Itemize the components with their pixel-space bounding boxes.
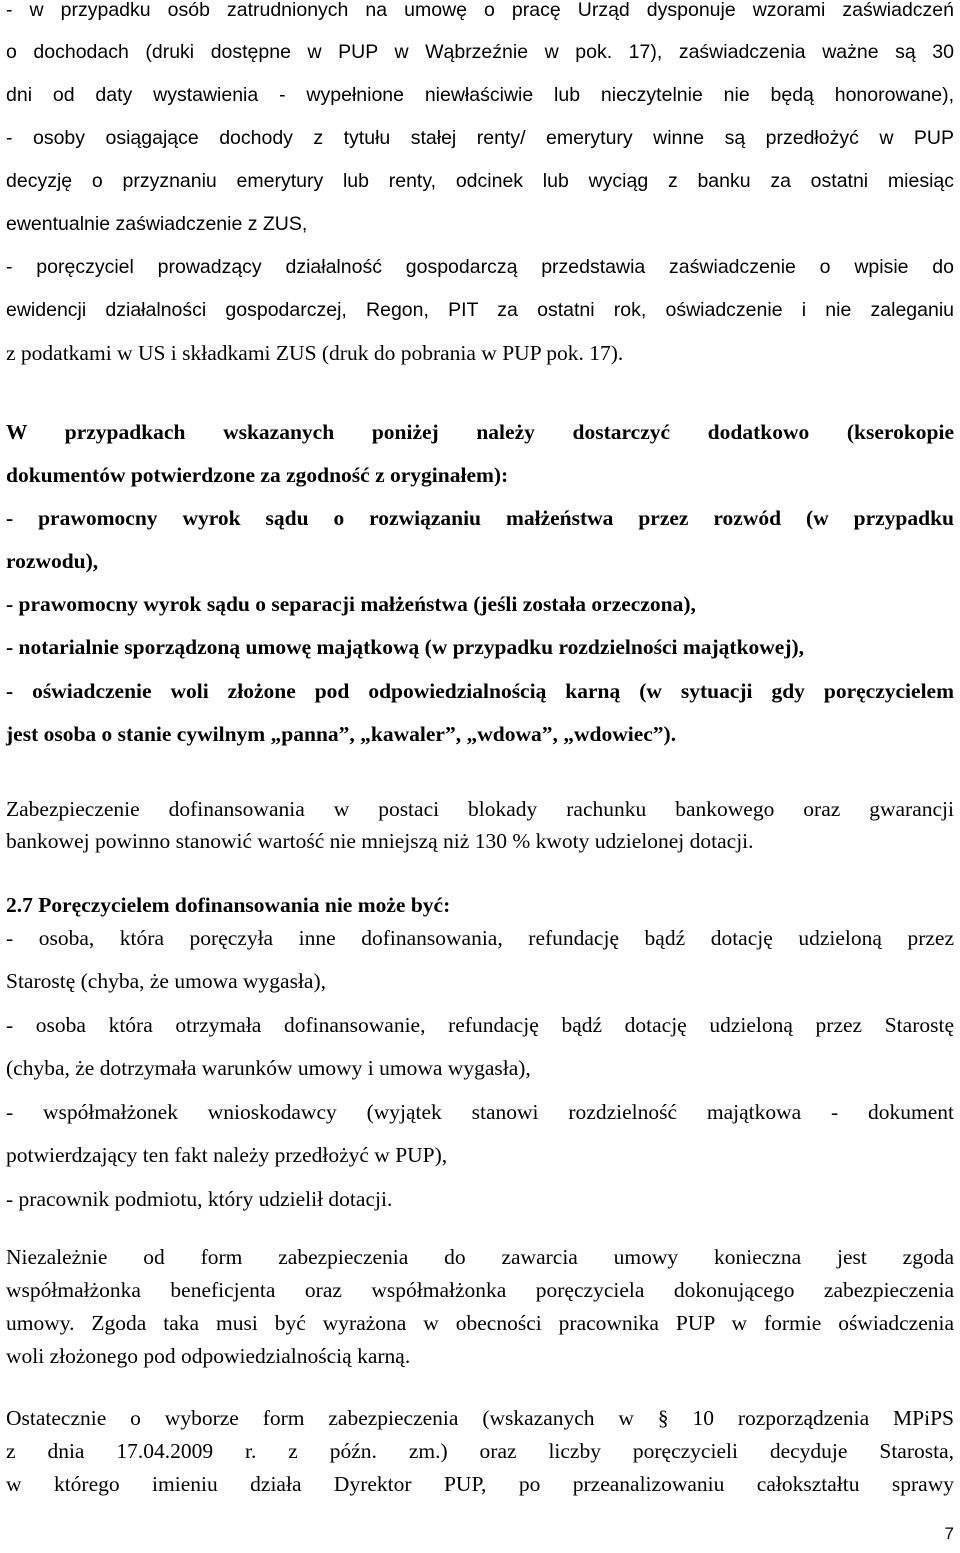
text-line: - notarialnie sporządzoną umowę majątkową (w przypadku rozdzielności majątkowej), xyxy=(6,635,805,659)
text-line: o dochodach (druki dostępne w PUP w Wąbrzeźnie w pok. 17), zaświadczenia ważne są 30 xyxy=(6,41,954,63)
text-line: bankowej powinno stanowić wartość nie mniejszą niż 130 % kwoty udzielonej dotacji. xyxy=(6,829,754,853)
text-line: rozwodu), xyxy=(6,549,99,573)
text-line: - prawomocny wyrok sądu o separacji małżeństwa (jeśli została orzeczona), xyxy=(6,592,696,616)
text-line: woli złożonego pod odpowiedzialnością karną. xyxy=(6,1344,411,1368)
text-line: - osoby osiągające dochody z tytułu stałej renty/ emerytury winne są przedłożyć w PUP xyxy=(6,127,954,149)
text-line: Starostę (chyba, że umowa wygasła), xyxy=(6,969,327,993)
text-line: w którego imieniu działa Dyrektor PUP, po przeanalizowaniu całokształtu sprawy xyxy=(6,1472,954,1496)
text-line: z dnia 17.04.2009 r. z późn. zm.) oraz liczby poręczycieli decyduje Starosta, xyxy=(6,1439,954,1463)
text-line: - oświadczenie woli złożone pod odpowiedzialnością karną (w sytuacji gdy poręczycielem xyxy=(6,679,954,703)
text-line: z podatkami w US i składkami ZUS (druk do pobrania w PUP pok. 17). xyxy=(6,341,624,365)
text-line: współmałżonka beneficjenta oraz współmałżonka poręczyciela dokonującego zabezpieczenia xyxy=(6,1278,954,1302)
text-line: - osoba, która poręczyła inne dofinansowania, refundację bądź dotację udzieloną przez xyxy=(6,926,954,950)
section-heading: 2.7 Poręczycielem dofinansowania nie może być: xyxy=(6,893,451,917)
page-number: 7 xyxy=(944,1524,954,1543)
text-line: dokumentów potwierdzone za zgodność z oryginałem): xyxy=(6,463,509,487)
text-line: Ostatecznie o wyborze form zabezpieczenia (wskazanych w § 10 rozporządzenia MPiPS xyxy=(6,1406,954,1430)
text-line: Zabezpieczenie dofinansowania w postaci blokady rachunku bankowego oraz gwarancji xyxy=(6,797,954,821)
text-line: W przypadkach wskazanych poniżej należy dostarczyć dodatkowo (kserokopie xyxy=(6,420,954,444)
text-line: decyzję o przyznaniu emerytury lub renty, odcinek lub wyciąg z banku za ostatni miesiąc xyxy=(6,170,954,192)
text-line: potwierdzający ten fakt należy przedłożyć w PUP), xyxy=(6,1143,448,1167)
text-line: - w przypadku osób zatrudnionych na umowę o pracę Urząd dysponuje wzorami zaświadczeń xyxy=(6,0,954,21)
text-line: Niezależnie od form zabezpieczenia do zawarcia umowy konieczna jest zgoda xyxy=(6,1245,954,1269)
text-line: - prawomocny wyrok sądu o rozwiązaniu małżeństwa przez rozwód (w przypadku xyxy=(6,506,954,530)
text-line: - pracownik podmiotu, który udzielił dotacji. xyxy=(6,1187,393,1211)
text-line: - poręczyciel prowadzący działalność gospodarczą przedstawia zaświadczenie o wpisie do xyxy=(6,256,954,278)
text-line: dni od daty wystawienia - wypełnione niewłaściwie lub nieczytelnie nie będą honorowane), xyxy=(6,84,954,106)
text-line: (chyba, że dotrzymała warunków umowy i umowa wygasła), xyxy=(6,1056,531,1080)
text-line: - współmałżonek wnioskodawcy (wyjątek stanowi rozdzielność majątkowa - dokument xyxy=(6,1100,954,1124)
text-line: - osoba która otrzymała dofinansowanie, refundację bądź dotację udzieloną przez Starostę xyxy=(6,1013,954,1037)
text-line: umowy. Zgoda taka musi być wyrażona w obecności pracownika PUP w formie oświadczenia xyxy=(6,1311,954,1335)
text-line: ewidencji działalności gospodarczej, Regon, PIT za ostatni rok, oświadczenie i nie zaleganiu xyxy=(6,299,954,321)
text-line: ewentualnie zaświadczenie z ZUS, xyxy=(6,213,308,235)
text-line: jest osoba o stanie cywilnym „panna”, „kawaler”, „wdowa”, „wdowiec”). xyxy=(6,722,677,746)
